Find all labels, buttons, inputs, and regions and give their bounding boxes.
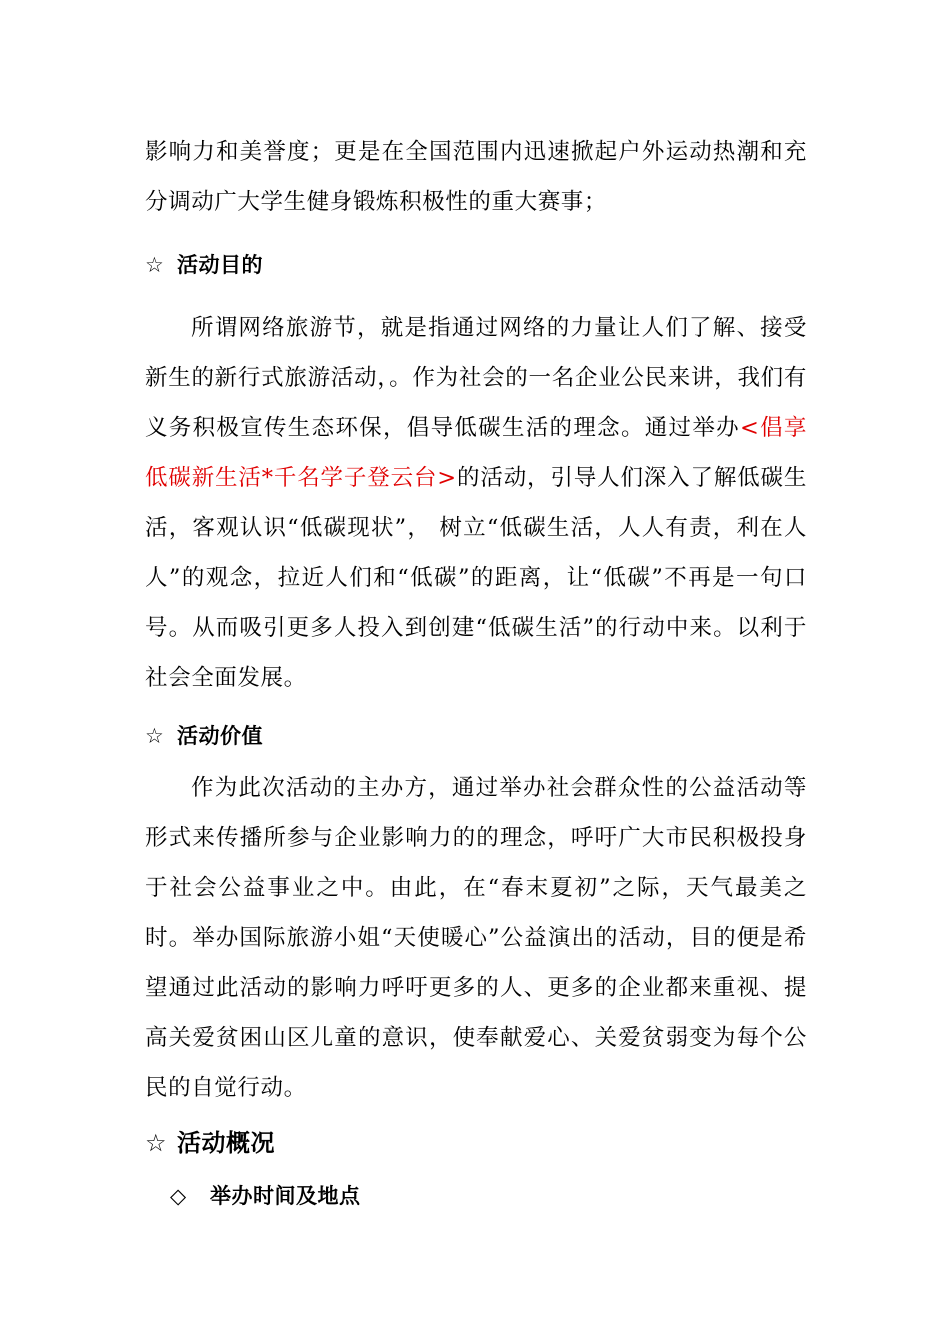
purpose-text-after: 的活动，引导人们深入了解低碳生活，客观认识“低碳现状”， 树立“低碳生活，人人有责，利在人人”的观念，拉近人们和“低碳”的距离，让“低碳”不再是一句口号。从而吸引更多人投入到创建“低碳生活”的行动中来。以利于社会全面发展。 bbox=[145, 465, 807, 691]
section-title-overview: 活动概况 bbox=[177, 1129, 275, 1157]
star-icon: ☆ bbox=[145, 1129, 168, 1157]
purpose-text-before: 所谓网络旅游节，就是指通过网络的力量让人们了解、接受新生的新行式旅游活动，。作为社会的一名企业公民来讲，我们有义务积极宣传生态环保，倡导低碳生活的理念。通过举办 bbox=[145, 315, 807, 441]
section-heading-overview bbox=[145, 1128, 275, 1158]
subsection-title: 举办时间及地点 bbox=[210, 1184, 361, 1208]
section-heading-purpose bbox=[145, 250, 263, 280]
section-heading-value bbox=[145, 721, 263, 751]
section-title-purpose: 活动目的 bbox=[177, 253, 263, 277]
subsection-heading-time-location bbox=[170, 1181, 361, 1211]
intro-paragraph: 影响力和美誉度；更是在全国范围内迅速掀起户外运动热潮和充分调动广大学生健身锻炼积极性的重大赛事； bbox=[145, 139, 807, 215]
event-name-highlight: <倡享低碳新生活*千名学子登云台> bbox=[145, 415, 807, 491]
purpose-paragraph bbox=[145, 303, 807, 703]
value-paragraph: 作为此次活动的主办方，通过举办社会群众性的公益活动等形式来传播所参与企业影响力的的理念，呼吁广大市民积极投身于社会公益事业之中。由此，在“春末夏初”之际，天气最美之时。举办国际旅游小姐“天使暖心”公益演出的活动，目的便是希望通过此活动的影响力呼吁更多的人、更多的企业都来重视、提高关爱贫困山区儿童的意识，使奉献爱心、关爱贫弱变为每个公民的自觉行动。 bbox=[145, 775, 807, 1101]
section-title-value: 活动价值 bbox=[177, 724, 263, 748]
star-icon: ☆ bbox=[145, 724, 165, 748]
diamond-icon: ◇ bbox=[170, 1184, 187, 1208]
star-icon: ☆ bbox=[145, 253, 165, 277]
